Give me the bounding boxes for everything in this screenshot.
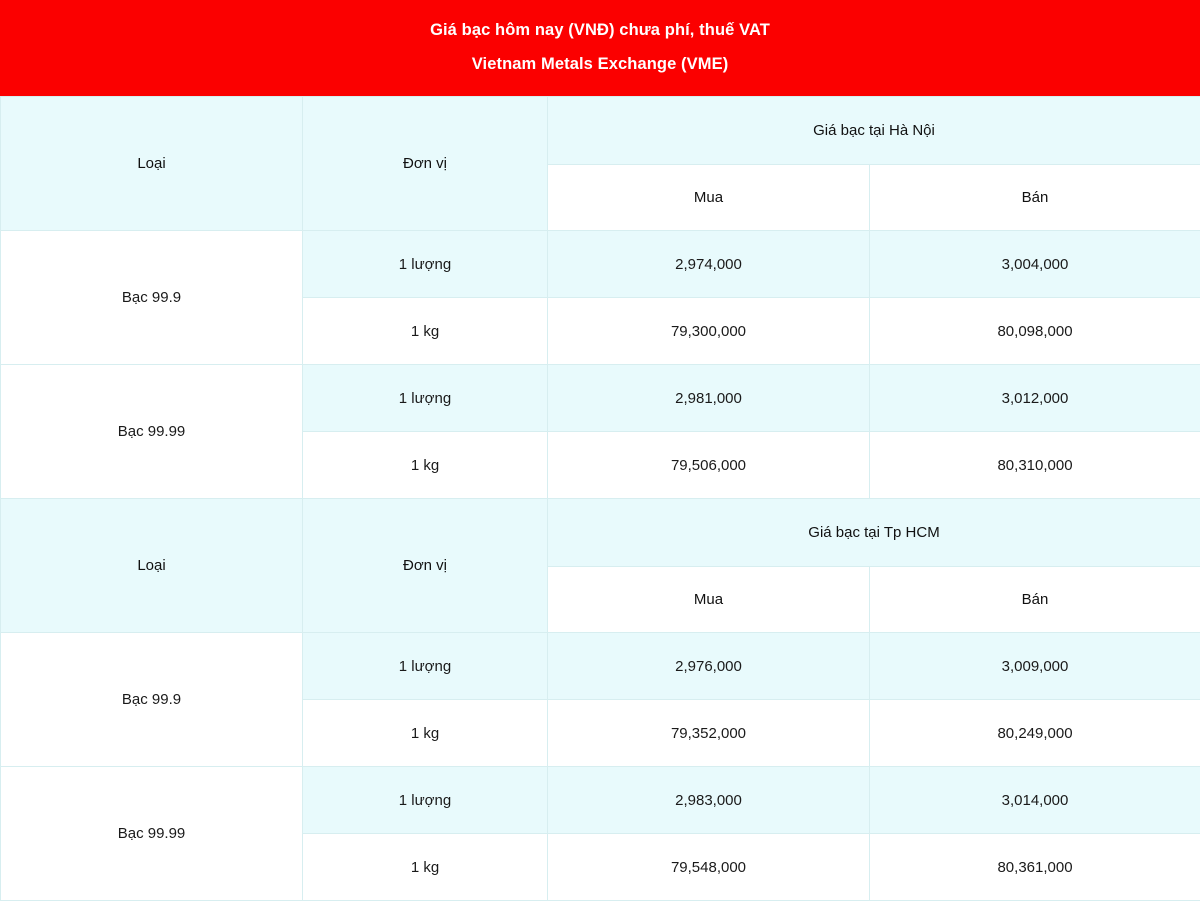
banner-title-primary: Giá bạc hôm nay (VNĐ) chưa phí, thuế VAT [430,21,770,39]
row-unit: 1 kg [303,298,548,365]
row-unit: 1 kg [303,700,548,767]
table-header-row [1,499,1200,567]
table-header-row [1,97,1200,165]
table-row [1,365,1200,432]
region-header-hcm: Giá bạc tại Tp HCM [548,499,1200,567]
row-unit: 1 lượng [303,767,548,834]
row-sell-price: 3,009,000 [870,633,1200,700]
row-sell-price: 3,012,000 [870,365,1200,432]
silver-price-table [0,96,1200,901]
row-buy-price: 79,548,000 [548,834,870,901]
row-sell-price: 80,361,000 [870,834,1200,901]
row-buy-price: 2,981,000 [548,365,870,432]
table-row [1,231,1200,298]
row-unit: 1 lượng [303,231,548,298]
row-sell-price: 80,310,000 [870,432,1200,499]
column-header-type: Loại [1,499,303,633]
row-unit: 1 kg [303,432,548,499]
row-type-label: Bạc 99.99 [1,767,303,901]
column-header-sell: Bán [870,165,1200,231]
row-buy-price: 79,352,000 [548,700,870,767]
page-banner [0,0,1200,96]
row-buy-price: 79,300,000 [548,298,870,365]
column-header-unit: Đơn vị [303,97,548,231]
column-header-buy: Mua [548,567,870,633]
row-type-label: Bạc 99.9 [1,633,303,767]
table-row [1,767,1200,834]
row-buy-price: 2,974,000 [548,231,870,298]
banner-title-secondary: Vietnam Metals Exchange (VME) [471,54,729,73]
row-unit: 1 lượng [303,633,548,700]
column-header-sell: Bán [870,567,1200,633]
row-sell-price: 3,004,000 [870,231,1200,298]
row-buy-price: 2,983,000 [548,767,870,834]
region-header-hanoi: Giá bạc tại Hà Nội [548,97,1200,165]
row-unit: 1 lượng [303,365,548,432]
row-type-label: Bạc 99.99 [1,365,303,499]
table-row [1,633,1200,700]
row-sell-price: 80,249,000 [870,700,1200,767]
row-sell-price: 80,098,000 [870,298,1200,365]
row-type-label: Bạc 99.9 [1,231,303,365]
row-buy-price: 79,506,000 [548,432,870,499]
row-unit: 1 kg [303,834,548,901]
column-header-unit: Đơn vị [303,499,548,633]
row-sell-price: 3,014,000 [870,767,1200,834]
row-buy-price: 2,976,000 [548,633,870,700]
column-header-buy: Mua [548,165,870,231]
column-header-type: Loại [1,97,303,231]
